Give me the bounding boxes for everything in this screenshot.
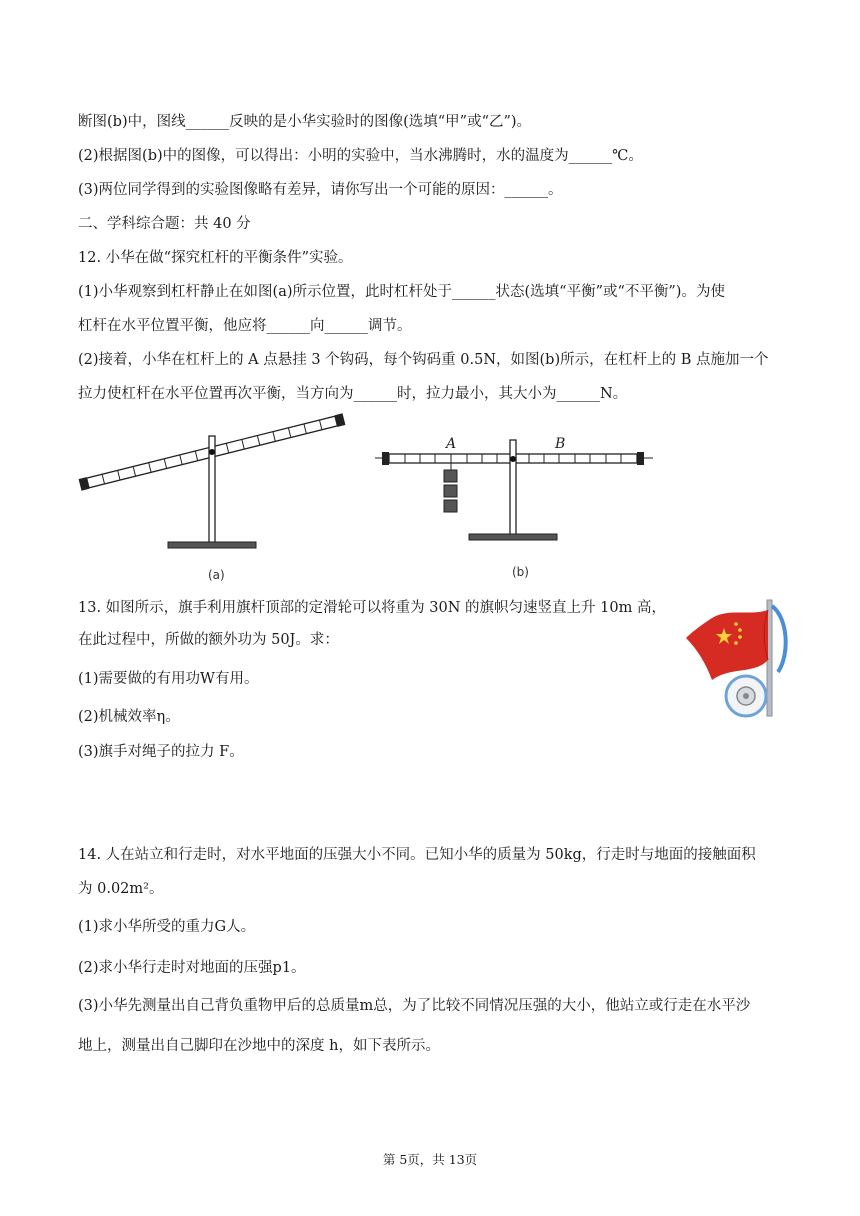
text-line: (3)小华先测量出自己背负重物甲后的总质量m总，为了比较不同情况压强的大小，他站立或行走在水平沙 — [78, 998, 751, 1014]
question-14: 14. 人在站立和行走时，对水平地面的压强大小不同。已知小华的质量为 50kg，行走时与地面的接触面积 — [78, 847, 756, 863]
text-line: (2)求小华行走时对地面的压强p1。 — [78, 960, 306, 976]
text-line: 杠杆在水平位置平衡，他应将______向______调节。 — [78, 318, 412, 334]
lever-figure-a — [78, 404, 363, 584]
text-line: (1)求小华所受的重力G人。 — [78, 919, 256, 935]
point-b-label: B — [555, 436, 566, 452]
text-line: 在此过程中，所做的额外功为 50J。求： — [78, 632, 339, 648]
text-line: 地上，测量出自己脚印在沙地中的深度 h，如下表所示。 — [78, 1038, 440, 1054]
text-line: (1)需要做的有用功W有用。 — [78, 671, 259, 687]
text-line: (3)两位同学得到的实验图像略有差异，请你写出一个可能的原因：______。 — [78, 182, 563, 198]
figure-a-caption: (a) — [208, 568, 225, 582]
page-footer: 第 5页，共 13页 — [382, 1152, 478, 1167]
figure-b-caption: (b) — [512, 565, 529, 579]
text-line: 断图(b)中，图线______反映的是小华实验时的图像(选填“甲”或“乙”)。 — [78, 114, 532, 130]
text-line: (3)旗手对绳子的拉力 F。 — [78, 744, 244, 760]
text-line: (1)小华观察到杠杆静止在如图(a)所示位置，此时杠杆处于______状态(选填“平衡”或“不平衡”)。为使 — [78, 284, 725, 300]
flag-illustration — [684, 598, 794, 718]
text-line: (2)接着，小华在杠杆上的 A 点悬挂 3 个钩码，每个钩码重 0.5N，如图(b)所示，在杠杆上的 B 点施加一个 — [78, 352, 769, 368]
lever-figure-b — [375, 428, 660, 583]
question-13: 13. 如图所示，旗手利用旗杆顶部的定滑轮可以将重为 30N 的旗帜匀速竖直上升 10m 高， — [78, 600, 666, 616]
section-heading: 二、学科综合题：共 40 分 — [78, 216, 251, 232]
question-12: 12. 小华在做“探究杠杆的平衡条件”实验。 — [78, 250, 353, 266]
point-a-label: A — [446, 436, 457, 452]
text-line: (2)机械效率η。 — [78, 709, 180, 725]
text-line: 拉力使杠杆在水平位置再次平衡，当方向为______时，拉力最小，其大小为______N。 — [78, 386, 628, 402]
text-line: (2)根据图(b)中的图像，可以得出：小明的实验中，当水沸腾时，水的温度为______℃。 — [78, 148, 643, 164]
text-line: 为 0.02m²。 — [78, 881, 164, 897]
